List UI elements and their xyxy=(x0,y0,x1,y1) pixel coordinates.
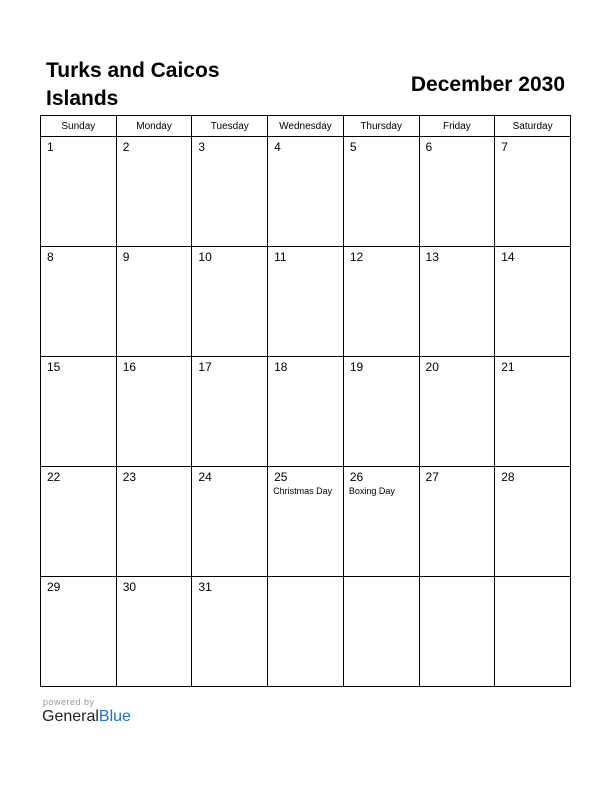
day-cell xyxy=(41,247,117,357)
calendar-grid xyxy=(40,115,571,687)
day-number: 12 xyxy=(349,250,364,264)
day-cell xyxy=(495,577,571,687)
day-number: 24 xyxy=(198,470,212,484)
day-number: 19 xyxy=(349,360,364,374)
day-number xyxy=(268,577,343,580)
day-cell xyxy=(192,357,268,467)
week-row xyxy=(41,357,571,467)
brand-general: General xyxy=(42,708,99,725)
day-cell xyxy=(116,137,192,247)
day-number: 3 xyxy=(198,140,206,154)
day-cell xyxy=(116,577,192,687)
day-cell xyxy=(116,247,192,357)
day-cell xyxy=(268,467,344,577)
day-cell xyxy=(116,467,192,577)
day-cell xyxy=(268,577,344,687)
day-cell xyxy=(192,467,268,577)
day-cell xyxy=(268,137,344,247)
day-cell xyxy=(343,467,419,577)
day-number: 21 xyxy=(501,360,515,374)
day-cell xyxy=(268,357,344,467)
day-cell xyxy=(41,137,117,247)
day-cell xyxy=(495,247,571,357)
day-number: 11 xyxy=(274,250,287,264)
day-cell xyxy=(41,577,117,687)
day-number: 29 xyxy=(47,580,61,594)
day-cell xyxy=(343,577,419,687)
day-cell xyxy=(41,467,117,577)
brand-blue: Blue xyxy=(98,708,131,725)
day-cell xyxy=(419,357,495,467)
holiday-label: Christmas Day xyxy=(273,486,333,496)
day-number: 30 xyxy=(122,580,137,594)
month-title: December 2030 xyxy=(410,73,565,96)
day-number: 8 xyxy=(47,250,54,264)
day-number: 6 xyxy=(425,140,433,154)
day-number: 14 xyxy=(501,250,515,264)
day-number: 10 xyxy=(198,250,212,264)
weekday-thursday: Thursday xyxy=(343,116,419,137)
weekday-tuesday: Tuesday xyxy=(192,116,268,137)
day-number: 22 xyxy=(47,470,61,484)
week-row xyxy=(41,137,571,247)
day-cell xyxy=(419,467,495,577)
day-cell xyxy=(343,247,419,357)
day-number: 17 xyxy=(198,360,212,374)
holiday-label: Boxing Day xyxy=(348,486,395,496)
powered-by-label: powered by xyxy=(43,697,95,707)
day-cell xyxy=(419,577,495,687)
day-number: 13 xyxy=(425,250,439,264)
day-number: 2 xyxy=(122,140,130,154)
day-cell xyxy=(495,137,571,247)
day-cell xyxy=(192,577,268,687)
day-cell xyxy=(268,247,344,357)
day-number: 16 xyxy=(122,360,137,374)
day-number: 31 xyxy=(198,580,212,594)
day-cell xyxy=(343,357,419,467)
weekday-wednesday: Wednesday xyxy=(268,116,344,137)
day-cell xyxy=(41,357,117,467)
day-cell xyxy=(419,137,495,247)
day-number: 15 xyxy=(47,360,61,374)
day-number: 5 xyxy=(349,140,357,154)
week-row xyxy=(41,577,571,687)
day-number: 23 xyxy=(122,470,137,484)
day-number: 27 xyxy=(425,470,439,484)
weekday-monday: Monday xyxy=(116,116,192,137)
day-number xyxy=(420,577,495,580)
day-number: 28 xyxy=(501,470,515,484)
day-cell xyxy=(192,247,268,357)
weekday-sunday: Sunday xyxy=(41,116,117,137)
day-number: 9 xyxy=(122,250,130,264)
day-number xyxy=(344,577,419,580)
day-number: 7 xyxy=(501,140,508,154)
day-number: 20 xyxy=(425,360,439,374)
generalblue-logo xyxy=(42,708,131,726)
day-cell xyxy=(343,137,419,247)
weekday-saturday: Saturday xyxy=(495,116,571,137)
weekday-friday: Friday xyxy=(419,116,495,137)
week-row xyxy=(41,467,571,577)
day-cell xyxy=(495,467,571,577)
day-number: 26 xyxy=(349,470,364,484)
day-cell xyxy=(192,137,268,247)
day-number: 18 xyxy=(274,360,288,374)
country-title: Turks and Caicos Islands xyxy=(46,59,220,110)
day-number: 25 xyxy=(274,470,288,484)
weekday-header-row xyxy=(41,116,571,137)
week-row xyxy=(41,247,571,357)
day-cell xyxy=(419,247,495,357)
day-number: 4 xyxy=(274,140,281,154)
day-cell xyxy=(495,357,571,467)
day-cell xyxy=(116,357,192,467)
day-number xyxy=(495,577,570,580)
day-number: 1 xyxy=(47,140,54,154)
